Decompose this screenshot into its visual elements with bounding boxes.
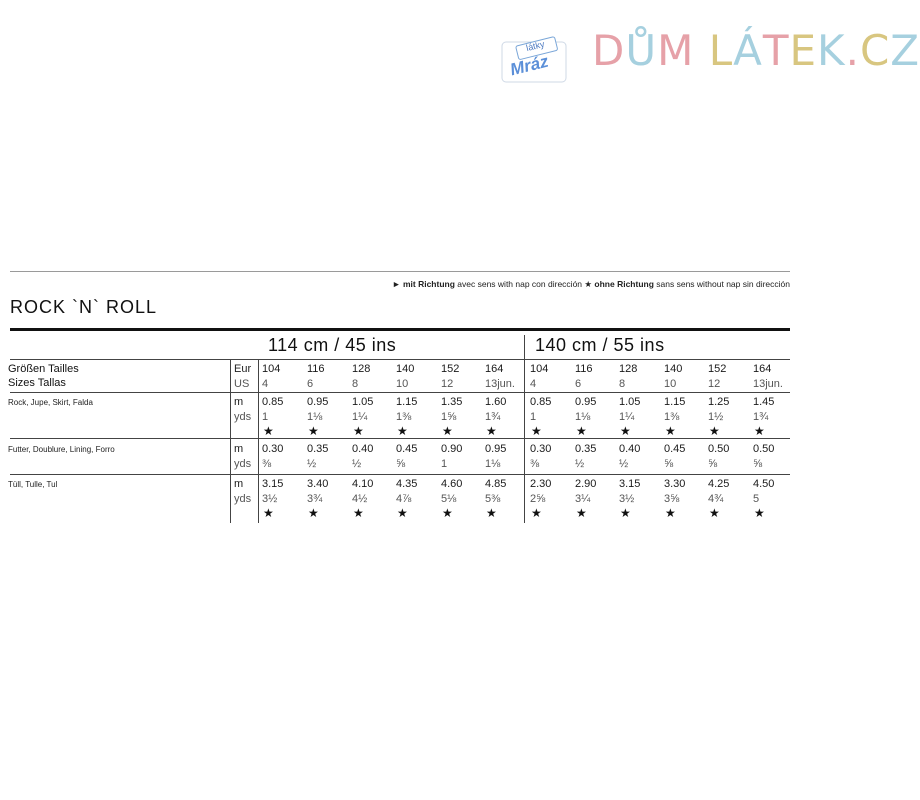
meter-value: 3.30 <box>664 478 686 490</box>
without-nap-star-icon: ★ <box>397 506 408 520</box>
row-rule-3 <box>10 474 790 475</box>
legend-mit-richtung: mit Richtung <box>402 279 455 289</box>
width-114-heading: 114 cm / 45 ins <box>268 335 397 355</box>
meter-value: 1.05 <box>619 396 641 408</box>
logo-letter: E <box>789 26 818 75</box>
yards-value: 1⅛ <box>307 411 323 423</box>
meter-value: 0.30 <box>530 443 552 455</box>
row-rule-2 <box>10 438 790 439</box>
header-rule <box>10 359 790 360</box>
yards-value: 5⅜ <box>485 493 501 505</box>
yards-value: 3⅝ <box>664 493 680 505</box>
yards-value: 4⅞ <box>396 493 412 505</box>
unit-column-rule <box>258 359 259 523</box>
meter-value: 1.15 <box>396 396 418 408</box>
without-nap-star-icon: ★ <box>263 506 274 520</box>
yards-value: 5 <box>753 493 760 505</box>
eur-size-cell: 104 <box>262 363 281 375</box>
us-size-cell: 4 <box>530 378 537 390</box>
yards-unit: yds <box>234 493 252 505</box>
us-size-cell: 6 <box>575 378 582 390</box>
yards-unit: yds <box>234 411 252 423</box>
without-nap-star-icon: ★ <box>709 506 720 520</box>
without-nap-star-icon: ★ <box>263 424 274 438</box>
meter-value: 0.90 <box>441 443 463 455</box>
without-nap-star-icon: ★ <box>308 506 319 520</box>
yards-value: ⅜ <box>262 458 272 470</box>
meter-value: 0.85 <box>262 396 284 408</box>
eur-unit: Eur <box>234 363 252 375</box>
top-divider <box>10 271 790 272</box>
logo-letter: Ů <box>625 26 658 75</box>
yards-value: 4½ <box>352 493 368 505</box>
yards-value: 1¼ <box>352 411 368 423</box>
yards-value: 3¼ <box>575 493 591 505</box>
logo-small-text: látky <box>525 38 546 54</box>
logo-letter: T <box>762 26 790 75</box>
us-size-cell: 8 <box>352 378 359 390</box>
us-size-cell: 13jun. <box>485 378 515 390</box>
eur-size-cell: 116 <box>307 363 325 375</box>
yards-value: ⅝ <box>708 458 718 470</box>
meter-value: 3.15 <box>619 478 641 490</box>
eur-size-cell: 128 <box>619 363 638 375</box>
logo-big-text: Mráz <box>508 51 551 80</box>
eur-size-cell: 116 <box>575 363 593 375</box>
meter-value: 1.45 <box>753 396 775 408</box>
eur-size-cell: 152 <box>441 363 460 375</box>
yards-value: ½ <box>352 458 362 470</box>
logo-letter: Á <box>733 26 763 75</box>
meter-value: 4.50 <box>753 478 775 490</box>
arrow-icon: ► <box>392 279 401 289</box>
yards-unit: yds <box>234 458 252 470</box>
without-nap-star-icon: ★ <box>397 424 408 438</box>
us-size-cell: 12 <box>708 378 721 390</box>
us-unit: US <box>234 378 250 390</box>
without-nap-star-icon: ★ <box>576 506 587 520</box>
us-size-cell: 4 <box>262 378 269 390</box>
logo-letter: . <box>845 26 860 75</box>
star-icon: ★ <box>584 279 593 289</box>
width-140-heading: 140 cm / 55 ins <box>535 335 665 355</box>
yards-value: 1¾ <box>485 411 501 423</box>
us-size-cell: 10 <box>396 378 409 390</box>
meter-value: 2.90 <box>575 478 597 490</box>
yards-value: 1⅜ <box>396 411 412 423</box>
yards-value: 1¼ <box>619 411 635 423</box>
yards-value: ⅝ <box>664 458 674 470</box>
eur-size-cell: 128 <box>352 363 371 375</box>
yards-value: 1⅛ <box>575 411 591 423</box>
meter-unit: m <box>234 443 244 455</box>
yards-value: 1½ <box>708 411 724 423</box>
row-label: Rock, Jupe, Skirt, Falda <box>8 398 93 407</box>
us-size-cell: 12 <box>441 378 454 390</box>
yards-value: 3¾ <box>307 493 323 505</box>
meter-value: 4.35 <box>396 478 418 490</box>
yards-value: 2⅝ <box>530 493 546 505</box>
without-nap-star-icon: ★ <box>576 424 587 438</box>
dum-latek-logo <box>592 26 920 75</box>
meter-value: 4.25 <box>708 478 730 490</box>
yards-value: 3½ <box>262 493 278 505</box>
without-nap-star-icon: ★ <box>620 424 631 438</box>
without-nap-star-icon: ★ <box>754 424 765 438</box>
meter-value: 1.25 <box>708 396 730 408</box>
without-nap-star-icon: ★ <box>531 424 542 438</box>
row-label: Futter, Doublure, Lining, Forro <box>8 445 115 454</box>
without-nap-star-icon: ★ <box>709 424 720 438</box>
legend-without-nap: sans sens without nap sin dirección <box>656 279 790 289</box>
without-nap-star-icon: ★ <box>353 424 364 438</box>
yards-value: 1⅛ <box>485 458 501 470</box>
yards-value: 5⅛ <box>441 493 457 505</box>
without-nap-star-icon: ★ <box>308 424 319 438</box>
meter-value: 0.40 <box>619 443 641 455</box>
logo-letter <box>694 30 708 72</box>
title-bar <box>10 328 790 331</box>
meter-value: 0.95 <box>307 396 329 408</box>
meter-value: 1.60 <box>485 396 507 408</box>
meter-value: 0.40 <box>352 443 374 455</box>
yards-value: ⅜ <box>530 458 540 470</box>
yards-value: 3½ <box>619 493 635 505</box>
logo-letter: L <box>708 26 734 75</box>
yards-value: ⅝ <box>753 458 763 470</box>
us-size-cell: 6 <box>307 378 314 390</box>
yards-value: ½ <box>575 458 585 470</box>
without-nap-star-icon: ★ <box>442 424 453 438</box>
meter-value: 0.45 <box>396 443 418 455</box>
nap-legend <box>392 279 790 290</box>
legend-ohne-richtung: ohne Richtung <box>594 279 654 289</box>
yards-value: 1 <box>530 411 537 423</box>
sizes-label-de-fr: Größen Tailles <box>8 363 79 375</box>
logo-letter: D <box>592 26 626 75</box>
meter-value: 0.35 <box>307 443 329 455</box>
meter-value: 4.85 <box>485 478 507 490</box>
meter-value: 1.15 <box>664 396 686 408</box>
yards-value: 1 <box>441 458 448 470</box>
meter-value: 0.50 <box>753 443 775 455</box>
without-nap-star-icon: ★ <box>486 424 497 438</box>
eur-size-cell: 140 <box>664 363 683 375</box>
yards-value: 4¾ <box>708 493 724 505</box>
without-nap-star-icon: ★ <box>442 506 453 520</box>
eur-size-cell: 152 <box>708 363 727 375</box>
meter-value: 0.35 <box>575 443 597 455</box>
meter-value: 0.50 <box>708 443 730 455</box>
yards-value: 1⅝ <box>441 411 457 423</box>
meter-value: 0.95 <box>485 443 507 455</box>
row-label: Tüll, Tulle, Tul <box>8 480 58 489</box>
without-nap-star-icon: ★ <box>531 506 542 520</box>
us-size-cell: 13jun. <box>753 378 783 390</box>
yards-value: ⅝ <box>396 458 406 470</box>
us-size-cell: 8 <box>619 378 626 390</box>
eur-size-cell: 140 <box>396 363 415 375</box>
meter-value: 1.35 <box>441 396 463 408</box>
width-split-rule <box>524 335 525 523</box>
yards-value: 1¾ <box>753 411 769 423</box>
meter-unit: m <box>234 396 244 408</box>
without-nap-star-icon: ★ <box>620 506 631 520</box>
eur-size-cell: 164 <box>753 363 772 375</box>
yards-value: ½ <box>307 458 317 470</box>
eur-size-cell: 164 <box>485 363 504 375</box>
yards-value: ½ <box>619 458 629 470</box>
meter-value: 3.15 <box>262 478 284 490</box>
row-rule-1 <box>10 392 790 393</box>
without-nap-star-icon: ★ <box>353 506 364 520</box>
meter-unit: m <box>234 478 244 490</box>
meter-value: 0.95 <box>575 396 597 408</box>
us-size-cell: 10 <box>664 378 677 390</box>
meter-value: 0.30 <box>262 443 284 455</box>
without-nap-star-icon: ★ <box>486 506 497 520</box>
label-column-rule <box>230 359 231 523</box>
without-nap-star-icon: ★ <box>665 506 676 520</box>
yards-value: 1 <box>262 411 269 423</box>
logo-letter: M <box>657 26 695 75</box>
pattern-title: ROCK `N` ROLL <box>10 297 158 317</box>
logo-letter: Z <box>890 26 920 75</box>
sizes-label-en-es: Sizes Tallas <box>8 377 66 389</box>
meter-value: 0.85 <box>530 396 552 408</box>
without-nap-star-icon: ★ <box>754 506 765 520</box>
meter-value: 0.45 <box>664 443 686 455</box>
without-nap-star-icon: ★ <box>665 424 676 438</box>
meter-value: 2.30 <box>530 478 552 490</box>
meter-value: 3.40 <box>307 478 329 490</box>
meter-value: 4.60 <box>441 478 463 490</box>
logo-letter: K <box>817 26 846 75</box>
yards-value: 1⅜ <box>664 411 680 423</box>
meter-value: 4.10 <box>352 478 374 490</box>
logo-letter: C <box>859 26 891 75</box>
eur-size-cell: 104 <box>530 363 549 375</box>
legend-with-nap: avec sens with nap con dirección <box>457 279 583 289</box>
meter-value: 1.05 <box>352 396 374 408</box>
